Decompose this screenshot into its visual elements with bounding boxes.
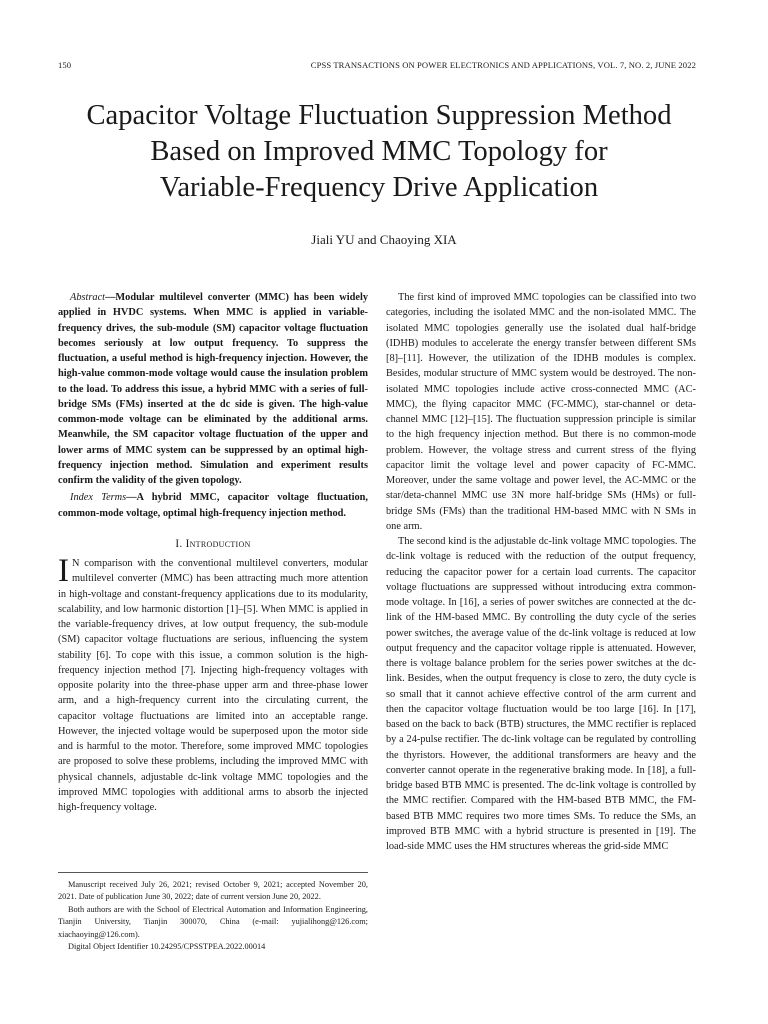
- abstract-dash: —: [105, 292, 116, 303]
- index-terms-dash: —: [126, 492, 137, 504]
- right-column: [386, 290, 696, 854]
- abstract: [58, 290, 368, 488]
- journal-name: CPSS TRANSACTIONS ON POWER ELECTRONICS AND APPLICATIONS, VOL. 7, NO. 2, JUNE 2022: [310, 60, 696, 70]
- intro-text: N comparison with the conventional multilevel converters, modular multilevel converter (MMC) has been attracting much more attention in high-voltage and constant-frequency applications due to its modularity, scalability, and low harmonic distortion [1]–[5]. When MMC is applied in the variable-frequency drives, at low output frequency, the sub-module (SM) capacitor voltage fluctuations are serious, influencing the system stability [6]. To cope with this issue, a common solution is the high-frequency injection method [7]. Injecting high-frequency voltages with opposite polarity into the three-phase upper arm and three-phase lower arm, and a high-frequency current into the circulating current, the capacitor voltage fluctuations are limited into an acceptable range. However, the injected voltage would be superposed upon the motor side and is harmful to the motor. Therefore, some improved MMC topologies are proposed to solve these problems, including the improved MMC with physical channels, adjustable dc-link voltage MMC topologies and the improved MMC topologies with additional arms to absorb the injected high-frequency voltage.: [58, 558, 368, 813]
- paragraph: The second kind is the adjustable dc-link voltage MMC topologies. The dc-link voltage is reduced with the reduction of the output frequency, reducing the capacitor power for a certain load currents. The capacitor voltage fluctuations are suppressed without introducing extra common-mode voltage. In [16], a series of power switches are connected at the dc-link of the HM-based MMC. By controlling the duty cycle of the series power switches, the average value of the dc-link voltage is reduced at low output frequency and the capacitor voltage ripple is attenuated. However, there is voltage balance problem for the series power switches at the dc-link. Besides, when the output frequency is close to zero, the duty cycle is so small that it cannot achieve effective control of the arm current and then the capacitor voltage fluctuation would be too large [16]. In [17], based on the back to back (BTB) structures, the MMC rectifier is replaced by a 24-pulse rectifier. The dc-link voltage can be regulated by controlling the thyristors. However, the additional transformers are heavy and the converter cannot operate in the regenerative braking mode. In [18], a full-bridge based BTB MMC is presented. The dc-link voltage is controlled by the MMC rectifier. Compared with the HM-based BTB MMC, the FM-based BTB MMC requires two more times SMs. To reduce the SMs, an improved BTB MMC with a hybrid structure is presented in [19]. The load-side MMC uses the HM structures whereas the grid-side MMC: [386, 536, 696, 852]
- paragraph: The first kind of improved MMC topologies can be classified into two categories, including the isolated MMC and the non-isolated MMC. The isolated MMC topologies generally use the isolated dual half-bridge (IDHB) modules to accelerate the energy transfer between different SMs [8]–[11]. However, the utilization of the IDHB modules is complex. Besides, modular structure of MMC system would be destroyed. The non-isolated MMC topologies include active cross-connected MMC (AC-MMC), the flying capacitor MMC (FC-MMC), star-channel or deta-channel MMC [12]–[15]. The fluctuation suppression principle is similar to the high frequency injection method. But there is no common-mode problem. However, the voltage stress and current stress of the flying capacitor limit the voltage level and power capacity of FC-MMC. Moreover, under the same voltage and power level, the AC-MMC or the star/deta-channel MMC use 3N more half-bridge SMs (HMs) or full-bridge SMs (FMs) than the traditional HM-based MMC with N SMs in one arm.: [386, 292, 696, 532]
- footnote-doi: Digital Object Identifier 10.24295/CPSSTPEA.2022.00014: [68, 942, 266, 952]
- section-heading-introduction: [58, 537, 368, 552]
- footnote-affiliation: Both authors are with the School of Electrical Automation and Information Engineering, Tianjin University, Tianjin 300070, China (e-mail: yujialihong@126.com; xiachaoying@126.com).: [58, 904, 368, 939]
- intro-paragraph: [58, 553, 368, 815]
- abstract-label: Abstract: [70, 292, 106, 303]
- authors: Jiali YU and Chaoying XIA: [311, 232, 457, 247]
- index-terms: [58, 490, 368, 521]
- footnote-received: Manuscript received July 26, 2021; revised October 9, 2021; accepted November 20, 2021. Date of publication June 30, 2022; date of current version June 20, 2022.: [58, 880, 368, 902]
- left-column: [58, 290, 368, 815]
- title-line: Capacitor Voltage Fluctuation Suppression Method: [86, 100, 672, 131]
- abstract-text: Modular multilevel converter (MMC) has been widely applied in HVDC systems. When MMC is applied in variable-frequency drives, the sub-module (SM) capacitor voltage fluctuation becomes seriously at low output frequency. To suppress the fluctuation, a useful method is high-frequency injection. However, the high-value common-mode voltage would cause the insulation problem to the load. To address this issue, a hybrid MMC with a series of full-bridge SMs (FMs) inserted at the dc side is given. The high-value common-mode voltage can be eliminated by the additional arms. Meanwhile, the SM capacitor voltage fluctuation of the upper and lower arms of MMC system can be suppressed by an optimal high-frequency injection method. Simulation and experiment results confirm the validity of the given topology.: [58, 292, 368, 486]
- title-line: Based on Improved MMC Topology for: [150, 136, 608, 167]
- footnotes: [58, 872, 368, 953]
- paper-title: [40, 98, 718, 206]
- index-terms-label: Index Terms: [70, 492, 127, 504]
- drop-cap: I: [58, 553, 69, 589]
- title-line: Variable-Frequency Drive Application: [159, 172, 599, 203]
- section-title: Introduction: [185, 537, 251, 550]
- section-numeral: I.: [175, 537, 186, 550]
- index-terms-text: A hybrid MMC, capacitor voltage fluctuation, common-mode voltage, optimal high-frequency injection method.: [58, 492, 368, 519]
- page-number: 150: [58, 60, 72, 70]
